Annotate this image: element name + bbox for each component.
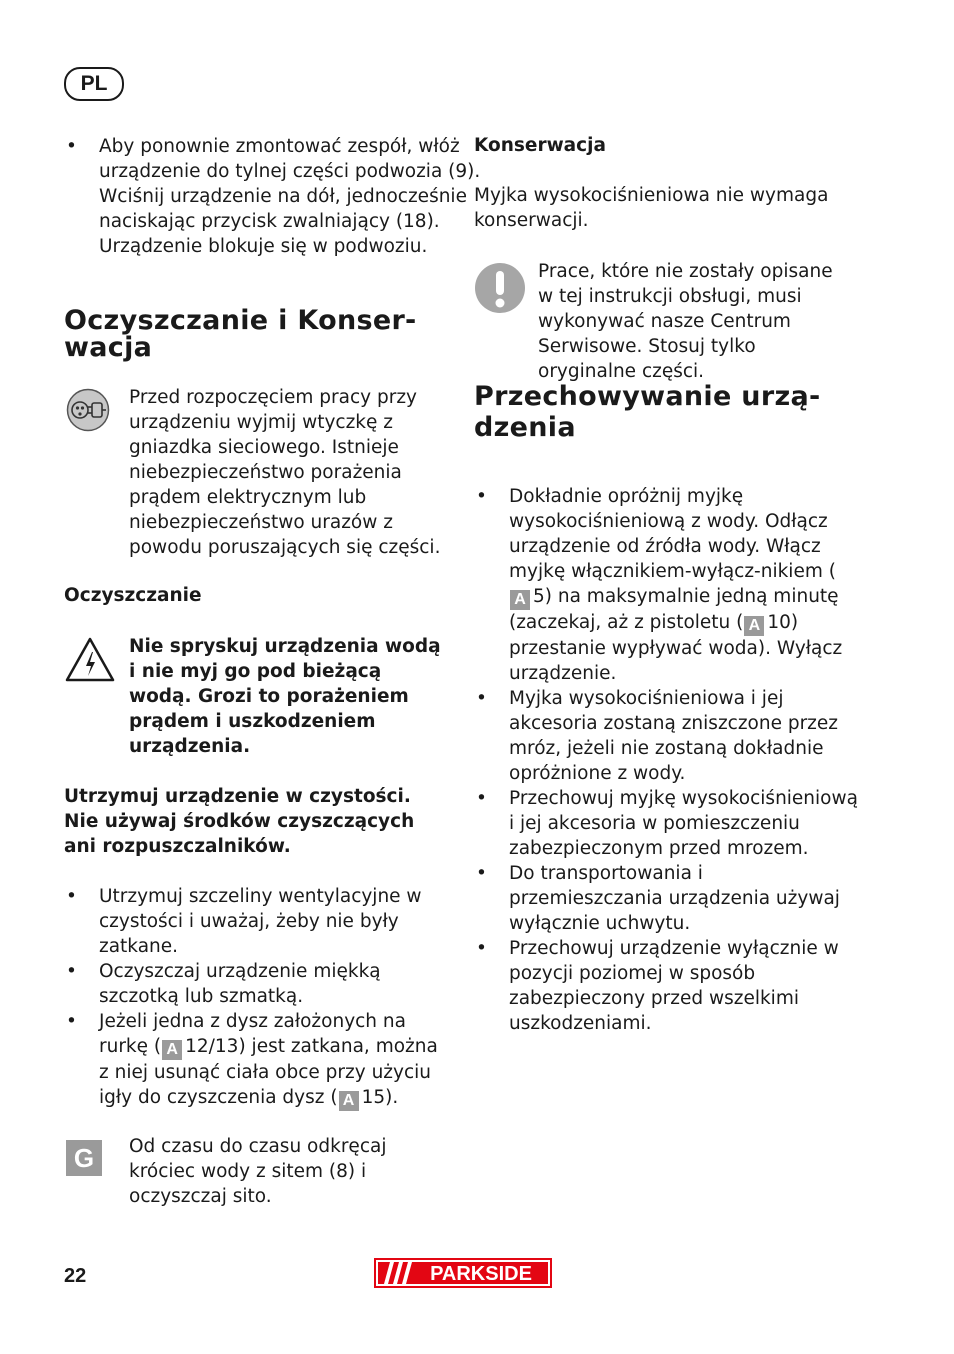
parkside-logo	[374, 1258, 552, 1288]
list-item: • Oczyszczaj urządzenie miękką szczotką lub szmatką.	[64, 959, 449, 1009]
language-badge: PL	[64, 67, 124, 101]
figure-ref-badge: A	[339, 1091, 359, 1111]
plug-warning-text: Przed rozpoczęciem pracy przy urządzeniu wyjmij wtyczkę z gniazdka sieciowego. Istnieje niebezpieczeństwo porażenia prądem elektrycznym lub niebezpieczeństwo urazów z powodu poruszających się części.	[129, 387, 441, 558]
list-item: • Przechowuj urządzenie wyłącznie w pozycji poziomej w sposób zabezpieczony przed wszelkimi uszkodzeniami.	[474, 936, 859, 1036]
figure-g-badge: G	[66, 1140, 102, 1176]
section-heading-line1: Oczyszczanie i Konser-	[64, 305, 417, 336]
list-item-text: 12/13) jest zatkana, można z niej usunąć ciała obce przy użyciu igły do czyszczenia dysz (	[99, 1036, 438, 1108]
storage-bullet-list	[474, 484, 859, 1036]
storage-heading-line2: dzenia	[474, 412, 576, 443]
list-item: • Do transportowania i przemieszczania urządzenia używaj wyłącznie uchwytu.	[474, 861, 859, 936]
list-item-text: Dokładnie opróżnij myjkę wysokociśnieniową z wody. Odłącz urządzenie od źródła wody. Włącz myjkę włącznikiem-wyłącz-nikiem (	[509, 486, 836, 582]
maintenance-text: Myjka wysokociśnieniowa nie wymaga konserwacji.	[474, 185, 829, 231]
figure-ref-badge: A	[162, 1040, 182, 1060]
list-item-text: Jeżeli jedna z dysz założonych na rurkę (	[99, 1011, 406, 1057]
section-heading-cleaning	[64, 307, 464, 361]
figure-ref-badge: A	[744, 616, 764, 636]
figure-ref-badge: A	[510, 590, 530, 610]
maintenance-heading: Konserwacja	[474, 135, 606, 156]
cleaning-subheading: Oczyszczanie	[64, 585, 202, 606]
section-heading-storage	[474, 381, 874, 443]
exclamation-icon	[474, 262, 526, 314]
list-item: • Utrzymuj szczeliny wentylacyjne w czystości i uważaj, żeby nie były zatkane.	[64, 884, 449, 959]
keep-clean-notice: Utrzymuj urządzenie w czystości. Nie używaj środków czyszczących ani rozpuszczalników.	[64, 786, 415, 857]
list-item: • Przechowuj myjkę wysokociśnieniową i jej akcesoria w pomieszczeniu zabezpieczonym przed mrozem.	[474, 786, 859, 861]
intro-bullet: • Aby ponownie zmontować zespół, włóż urządzenie do tylnej części podwozia (9). Wciśnij urządzenie na dół, jednocześnie naciskając przycisk zwalniający (18). Urządzenie blokuje się w podwoziu.	[64, 134, 484, 259]
logo-text: PARKSIDE	[430, 1263, 532, 1285]
section-heading-line2: wacja	[64, 332, 153, 363]
shock-warning-text: Nie spryskuj urządzenia wodą i nie myj go pod bieżącą wodą. Grozi to porażeniem prądem i uszkodzeniem urządzenia.	[129, 636, 441, 757]
sieve-cleaning-text: Od czasu do czasu odkręcaj króciec wody z sitem (8) i oczyszczaj sito.	[129, 1136, 387, 1207]
page-number: 22	[64, 1265, 87, 1287]
electric-shock-warning-icon	[64, 636, 116, 684]
list-item	[64, 1009, 449, 1111]
list-item: • Myjka wysokociśnieniowa i jej akcesoria zostaną zniszczone przez mróz, jeżeli nie zostaną dokładnie opróżnione z wody.	[474, 686, 859, 786]
cleaning-bullet-list	[64, 884, 449, 1111]
unplug-icon	[66, 388, 110, 432]
storage-heading-line1: Przechowywanie urzą-	[474, 381, 821, 412]
list-item-text: 10) przestanie wypływać woda). Wyłącz urządzenie.	[509, 612, 843, 684]
list-item	[474, 484, 859, 686]
list-item-text: 5) na maksymalnie jedną minutę (zaczekaj, aż z pistoletu (	[509, 586, 839, 633]
list-item-text: 15).	[361, 1087, 399, 1108]
service-note-text: Prace, które nie zostały opisane w tej instrukcji obsługi, musi wykonywać nasze Centrum Serwisowe. Stosuj tylko oryginalne części.	[538, 261, 833, 382]
